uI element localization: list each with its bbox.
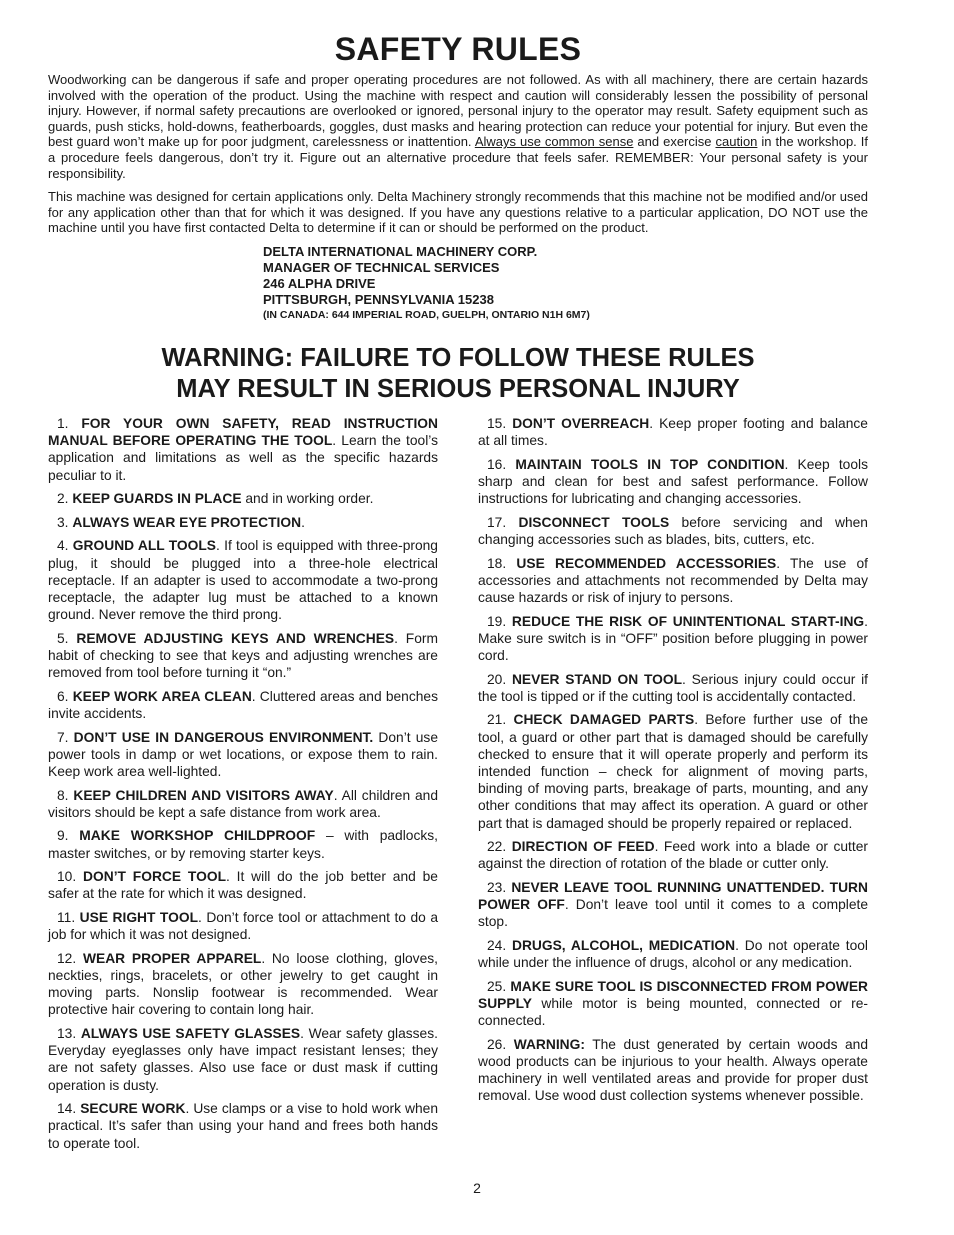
rule-number: 25. xyxy=(487,978,507,994)
safety-rule-item xyxy=(478,671,868,705)
rule-number: 26. xyxy=(487,1036,507,1052)
page xyxy=(48,30,868,1158)
rule-text: . Make sure switch is in “OFF” position before plugging in power cord. xyxy=(478,613,868,663)
intro-text: and exercise xyxy=(633,134,716,150)
rule-heading: KEEP GUARDS IN PLACE xyxy=(72,491,242,507)
rule-text: . Form habit of checking to see that keys and adjusting wrenches are removed from tool before turning it “on.” xyxy=(48,630,438,681)
intro-text: in the workshop. If a procedure feels dangerous, don’t try it. Figure out an alternative procedure that feels safer. REMEMBER: Your personal safety is your responsibility. xyxy=(48,134,868,181)
rule-number: 19. xyxy=(487,613,507,629)
safety-rule-item xyxy=(48,827,438,861)
rule-heading: DISCONNECT TOOLS xyxy=(518,514,670,530)
safety-rule-item xyxy=(478,456,868,508)
rule-text: . Keep proper footing and balance at all times. xyxy=(478,415,868,449)
safety-rule-item xyxy=(478,978,868,1030)
rule-number: 16. xyxy=(487,456,507,472)
rule-text: . The use of accessories and attachments not recommended by Delta may cause hazards or risk of injury to persons. xyxy=(478,555,868,605)
rule-heading: SECURE WORK xyxy=(80,1101,186,1117)
safety-rule-item xyxy=(48,514,438,531)
rule-heading: DON’T FORCE TOOL xyxy=(83,869,226,885)
warning-heading-line: MAY RESULT IN SERIOUS PERSONAL INJURY xyxy=(176,374,740,403)
safety-rule-item xyxy=(48,868,438,902)
rule-number: 17. xyxy=(487,514,507,530)
rule-text: . Keep tools sharp and clean for best and safest performance. Follow instructions for lubricating and changing accessories. xyxy=(478,456,868,507)
safety-rule-item xyxy=(478,937,868,971)
safety-rule-item xyxy=(48,787,438,821)
safety-rule-item xyxy=(48,688,438,722)
rule-heading: NEVER LEAVE TOOL RUNNING UNATTENDED. TURN POWER OFF xyxy=(478,879,868,913)
rule-text: . All children and visitors should be kept a safe distance from work area. xyxy=(48,787,438,820)
rule-text: . It will do the job better and be safer at the rate for which it was designed. xyxy=(48,869,438,902)
warning-heading xyxy=(48,343,868,405)
contact-address xyxy=(263,244,868,323)
intro-paragraph-1 xyxy=(48,72,868,181)
rule-heading: DON’T USE IN DANGEROUS ENVIRONMENT. xyxy=(73,729,374,745)
page-title: SAFETY RULES xyxy=(334,31,582,67)
rule-number: 8. xyxy=(57,787,69,803)
rules-column-right xyxy=(478,415,868,1158)
rule-number: 20. xyxy=(487,671,507,687)
page-number: 2 xyxy=(473,1180,481,1196)
rule-number: 14. xyxy=(57,1101,77,1117)
rule-heading: FOR YOUR OWN SAFETY, READ INSTRUCTION MANUAL BEFORE OPERATING THE TOOL xyxy=(48,415,438,449)
rule-number: 13. xyxy=(57,1025,77,1041)
intro-paragraph-2: This machine was designed for certain applications only. Delta Machinery strongly recommends that this machine not be modified and/or used for any application other than that for which it was designed. If you have any questions relative to a particular application, DO NOT use the machine until you have first contacted Delta to determine if it can or should be performed on the product. xyxy=(48,189,868,236)
rule-number: 7. xyxy=(57,729,69,745)
rule-number: 9. xyxy=(57,828,69,844)
rule-heading: WEAR PROPER APPAREL xyxy=(82,950,262,966)
safety-rule-item xyxy=(478,415,868,449)
rule-text: . xyxy=(301,514,305,530)
rule-heading: DRUGS, ALCOHOL, MEDICATION xyxy=(511,937,736,953)
rule-heading: KEEP WORK AREA CLEAN xyxy=(72,688,252,704)
address-line-canada: (IN CANADA: 644 IMPERIAL ROAD, GUELPH, ONTARIO N1H 6M7) xyxy=(263,308,590,321)
rule-number: 4. xyxy=(57,538,69,554)
rules-columns xyxy=(48,415,868,1158)
rule-heading: REDUCE THE RISK OF UNINTENTIONAL START-ING xyxy=(511,613,865,629)
safety-rule-item xyxy=(48,490,438,507)
intro-underlined-text: Always use common sense xyxy=(474,134,634,150)
warning-heading-line: WARNING: FAILURE TO FOLLOW THESE RULES xyxy=(161,343,755,372)
rule-text: . Learn the tool’s application and limitations as well as the specific hazards peculiar to it. xyxy=(48,433,438,483)
rule-number: 18. xyxy=(487,555,507,571)
rule-heading: USE RECOMMENDED ACCESSORIES xyxy=(516,555,777,571)
rule-text: . Don’t leave tool until it comes to a complete stop. xyxy=(478,897,868,930)
rule-number: 24. xyxy=(487,937,507,953)
rule-text: . Serious injury could occur if the tool is tipped or if the cutting tool is accidentally contacted. xyxy=(478,671,868,704)
safety-rule-item xyxy=(478,1036,868,1105)
address-line: PITTSBURGH, PENNSYLVANIA 15238 xyxy=(263,291,494,307)
rule-number: 1. xyxy=(57,415,69,431)
intro-underlined-text: caution xyxy=(715,134,758,150)
rule-heading: ALWAYS USE SAFETY GLASSES xyxy=(80,1025,301,1041)
safety-rule-item xyxy=(48,950,438,1019)
address-line: MANAGER OF TECHNICAL SERVICES xyxy=(263,259,500,275)
rule-heading: KEEP CHILDREN AND VISITORS AWAY xyxy=(73,787,334,803)
rule-text: . Don’t force tool or attachment to do a job for which it was not designed. xyxy=(48,909,438,943)
rule-heading: WARNING: xyxy=(513,1036,585,1052)
rule-number: 11. xyxy=(57,909,76,925)
rule-text: . Use clamps or a vise to hold work when practical. It’s safer than using your hand and frees both hands to operate tool. xyxy=(48,1101,439,1151)
rule-text: . Cluttered areas and benches invite accidents. xyxy=(48,688,438,721)
safety-rule-item xyxy=(48,630,438,682)
rule-heading: CHECK DAMAGED PARTS xyxy=(513,712,695,728)
address-line: DELTA INTERNATIONAL MACHINERY CORP. xyxy=(263,243,538,259)
rule-number: 5. xyxy=(57,630,69,646)
rule-number: 15. xyxy=(487,415,507,431)
rule-heading: GROUND ALL TOOLS xyxy=(72,538,216,554)
rule-text: The dust generated by certain woods and wood products can be injurious to your health. Always operate machinery in well ventilated areas and provide for proper dust removal. Use wood dust collection systems whenever possible. xyxy=(478,1036,868,1104)
rule-text: – with padlocks, master switches, or by removing starter keys. xyxy=(48,828,439,861)
rule-text: while motor is being mounted, connected or re-connected. xyxy=(478,995,868,1029)
rule-heading: MAINTAIN TOOLS IN TOP CONDITION xyxy=(515,456,785,472)
rule-heading: USE RIGHT TOOL xyxy=(79,909,199,925)
safety-rule-item xyxy=(478,613,868,665)
safety-rule-item xyxy=(478,514,868,548)
rule-text: . No loose clothing, gloves, neckties, rings, bracelets, or other jewelry to get caught in moving parts. Nonslip footwear is recommended. Wear protective hair covering to contain long hair. xyxy=(48,950,438,1018)
rule-number: 22. xyxy=(487,839,507,855)
safety-rule-item xyxy=(48,537,438,623)
rule-heading: ALWAYS WEAR EYE PROTECTION xyxy=(72,514,302,530)
rule-heading: REMOVE ADJUSTING KEYS AND WRENCHES xyxy=(76,630,395,646)
rule-number: 10. xyxy=(57,869,77,885)
rule-number: 12. xyxy=(57,950,77,966)
safety-rule-item xyxy=(478,711,868,831)
rule-text: . Before further use of the tool, a guard or other part that is damaged should be carefully checked to ensure that it will operate properly and perform its intended function – check for alignment of moving parts, binding of moving parts, breakage of parts, mounting, and any other conditions that may affect its operation. A guard or other part that is damaged should be properly repaired or replaced. xyxy=(478,712,868,831)
rule-text: . If tool is equipped with three-prong plug, it should be plugged into a three-hole electrical receptacle. If an adapter is used to accommodate a two-prong receptacle, the adapter lug must be attached to a known ground. Never remove the third prong. xyxy=(48,538,438,623)
safety-rule-item xyxy=(48,1025,438,1094)
rule-heading: MAKE WORKSHOP CHILDPROOF xyxy=(79,828,316,844)
rule-heading: MAKE SURE TOOL IS DISCONNECTED FROM POWER SUPPLY xyxy=(478,978,868,1011)
rule-text: and in working order. xyxy=(241,491,374,507)
rule-number: 23. xyxy=(487,879,507,895)
rule-text: Don’t use power tools in damp or wet locations, or expose them to rain. Keep work area well-lighted. xyxy=(48,729,439,779)
safety-rule-item xyxy=(478,838,868,872)
safety-rule-item xyxy=(48,909,438,943)
address-line: 246 ALPHA DRIVE xyxy=(263,275,376,291)
rule-number: 3. xyxy=(57,514,69,530)
rule-text: . Feed work into a blade or cutter against the direction of rotation of the blade or cutter only. xyxy=(478,839,868,872)
rule-number: 2. xyxy=(57,491,69,507)
safety-rule-item xyxy=(478,879,868,931)
rule-number: 6. xyxy=(57,688,69,704)
rule-number: 21. xyxy=(487,712,507,728)
rule-heading: NEVER STAND ON TOOL xyxy=(511,671,683,687)
safety-rule-item xyxy=(478,555,868,607)
rule-text: before servicing and when changing accessories such as blades, bits, cutters, etc. xyxy=(478,514,868,547)
safety-rule-item xyxy=(48,1100,438,1152)
rule-heading: DIRECTION OF FEED xyxy=(511,839,655,855)
rules-column-left xyxy=(48,415,438,1158)
rule-text: . Wear safety glasses. Everyday eyeglasses only have impact resistant lenses; they are not safety glasses. Also use face or dust mask if cutting operation is dusty. xyxy=(48,1025,438,1093)
safety-rule-item xyxy=(48,415,438,484)
safety-rule-item xyxy=(48,729,438,781)
rule-text: . Do not operate tool while under the influence of drugs, alcohol or any medication. xyxy=(478,937,868,971)
rule-heading: DON’T OVERREACH xyxy=(512,415,650,431)
intro-text: Woodworking can be dangerous if safe and proper operating procedures are not followed. As with all machinery, there are certain hazards involved with the operation of the product. Using the machine with respect and caution will considerably lessen the possibility of personal injury. However, if normal safety precautions are overlooked or ignored, personal injury to the operator may result. Safety equipment such as guards, push sticks, hold-downs, featherboards, goggles, dust masks and hearing protection can reduce your potential for injury. But even the best guard won’t make up for poor judgment, carelessness or inattention. xyxy=(48,72,868,150)
